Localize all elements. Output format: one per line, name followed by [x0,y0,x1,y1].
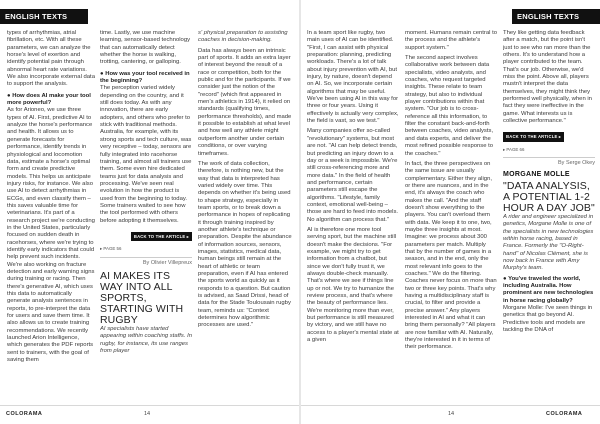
paragraph: The second aspect involves collaborative work between data specialists, video analysts, and coaches, who request targeted insights. These relate to team strategy, but also to individual player contributions within that system. "Our job is to cross-reference all this information, to filter the constant back-and-forth between coaches, video analysts, and data experts, and deliver the most refined possible response to the coaches." [405,55,494,157]
page-reference: ▸ PAGE 56 [100,246,122,252]
left-column-1 [7,30,95,405]
article-headline: "DATA ANALYSIS, A POTENTIAL 1-2 HOUR A DAY JOB" [503,179,595,214]
paragraph: In a team sport like rugby, two main uses of AI can be identified. "First, I can assist with physical preparation: planning, predicting workloads. There's a lot of talk about injury prevention with AI, but injury, by nature, doesn't depend on AI. So, we incorporate certain algorithms that may be useful. We've been using AI in this way for three or four years. Using it effectively is actually very complex, the field is vast, so we test." [307,30,399,125]
interview-question: ● How does AI make your tool more powerful? [7,92,91,107]
paragraph: Morgane Molle: I've seen things in genetics that go beyond AI. Predictive tools and models are tackling the DNA of [503,304,593,333]
left-column-3 [198,30,292,405]
interview-question: ● How was your tool received in the beginning? [100,70,190,85]
right-column-2 [405,30,497,405]
interviewee-name: MORGANE MOLLE [503,170,570,178]
right-column-3 [503,30,595,405]
byline: By Olivier Villepreux [142,259,192,266]
article-lede: AI specialists have started appearing within coaching staffs. In rugby, for instance, its use ranges from player [100,325,192,354]
paragraph: AI is therefore one more tool serving sport, but the machine still doesn't make the decisions. "For example, we might try to get information from a chatbot, but since we don't fully trust it, we always double-check manually. That's where we see if things line up or not. We try to humanize the review process, and that's where the beauty of performance lies. We're monitoring more than ever, but performance is still measured by victory, and we still have no access to a player's mental state at a given [307,226,399,344]
paragraph: The perception varied widely depending on the country, and it still does today. As with any innovation, there are early adopters, and others who prefer to stick with traditional methods. Australia, for example, with its strong sports and tech culture, was very receptive – today, sensors are fully integrated into racehorse training, and almost all trainers use them. Some even hire dedicated teams just for data analysis and processing. We've seen real evolution in how the product is used from the beginning to today. Some trainers waited to see how the tool performed with others before adopting it themselves. [100,85,192,224]
paragraph: Data has always been an intrinsic part of sports. It adds an extra layer of interest beyond the result of a race or competition, both for the public and for the participants. If we consider just the notion of the "record" (which first appeared in men's athletics in 1914), it relied on standards (qualifying times, performance thresholds), and made it possible to establish at what level and how well any athlete might outperform another under certain conditions, or over varying timeframes. [198,47,292,157]
back-to-article-button[interactable]: BACK TO THE ARTICLE ▸ [131,232,192,241]
left-column-2 [100,30,192,405]
paragraph: types of arrhythmias, atrial fibrillation, etc. With all these parameters, we can analyze the horse's level of exertion and identify potential pain through abnormal heart rate variations. We also incorporate external data to support the analysis. [7,30,95,88]
back-to-article-button[interactable]: BACK TO THE ARTICLE ▸ [503,132,564,141]
page-number-left: 14 [144,411,151,417]
footer-logo-right: COLORAMA [546,411,583,417]
paragraph: As for Arioneo, we use three types of AI. First, predictive AI to analyze the horse's performance and health. It allows us to generate forecasts for performance, identify trends in physiological and locomotion data, estimate a horse's optimal form and create predictive models. This helps us anticipate injury risks, for instance. We also use AI to detect arrhythmias in ECGs, and even classify them – this saves valuable time for veterinarians. It's part of a research project we're conducting in the United States, particularly focused on sudden death in racehorses, where we're trying to identify early indicators that could help prevent such incidents. We're also working on fracture detection and early warning signs during training or racing. Then there's generative AI, which uses this data to automatically generate analysis sentences in reports, to pre-interpret the data for users and save them time. It also allows us to create training recommendations. We recently launched Arion Intelligence, which generates the PDF reports sent to trainers, with the goal of saving them [7,107,95,364]
paragraph: moment. Humans remain central to the process and the athlete's support system." [405,30,497,51]
footer-rule-right [301,405,600,406]
article-lede: A rider and engineer specialized in genetics, Morgane Molle is one of the specialists in new technologies within horse racing, based in France. Formerly the "O-Right-hand" of Nicolas Clément, she is now back in France with Amy Murphy's team. [503,213,594,272]
section-label-right: ENGLISH TEXTS [512,9,600,24]
interview-question: ● You've traveled the world, including Australia. How prominent are new technologies in horse racing globally? [503,275,594,304]
article-lede-continued: s' physical preparation to assisting coaches in decision-making. [198,30,288,44]
page-reference: ▸ PAGE 66 [503,146,525,152]
divider [503,157,595,158]
page-gutter [299,0,301,424]
section-label-left: ENGLISH TEXTS [0,9,88,24]
paragraph: They like getting data feedback after a match, but the point isn't just to see who ran more than the others. It's to understand how a player contributed to the team. That's our job. Otherwise, we'd miss the point. Above all, players mustn't interpret the data themselves, they might think they performed well physically, when in fact they were ineffective in the game. What interests us is collective performance." [503,30,592,125]
paragraph: time. Lastly, we use machine learning, sensor-based technology that can automatically detect whether the horse is walking, trotting, cantering, or galloping. [100,30,191,66]
footer-logo-left: COLORAMA [6,411,43,417]
byline: By Serge Okey [558,160,595,167]
article-headline: AI MAKES ITS WAY INTO ALL SPORTS, STARTING WITH RUGBY [100,269,184,326]
footer-rule-left [0,405,299,406]
right-column-1 [307,30,399,405]
paragraph: In fact, the three perspectives on the same issue are usually complementary. Either they align, or there are nuances, and in the end, it's always the coach who makes the call. "And the staff doesn't show everything to the players. You can't overload them with data. We keep it to one, two, maybe three insights at most. Imagine: we process about 300 parameters per match. Multiply that by the number of games in a season, and in the end, only the most relevant info goes to the coaches." We do the filtering. Coaches never focus on more than two or three key points. That's why having a multidisciplinary staff is crucial, to filter and provide a precise answer." Any players interested in AI and what it can bring them personally? "All players are now familiar with AI. Naturally, they're interested in it in terms of their performance. [405,160,497,351]
paragraph: Many companies offer so-called "revolutionary" systems, but most are not. "AI can help detect trends, but predicting an injury down to a day or a week is impossible. We're still cross-referencing more and more data." In the field of health and performance, certain parameters still escape the algorithms. "Lifestyle, family context, emotional well-being – those are hard to feed into models. No algorithm can process that." [307,128,399,223]
paragraph: The work of data collection, therefore, is nothing new, but the way that data is interpreted has varied widely over time. This depends on whether it's being used to shape strategy, especially in team sports, or to break down a performance in hopes of replicating it through training inspired by another athlete's technique or preparation. Despite the abundance of information sources, sensors, images, statistics, medical data, human beings still remain at the heart of athletic or team preparation, even if AI has entered the sports world as quickly as it responds to a question. But caution is advised, as Saad Drissi, head of data for the Stade Toulousain rugby team, reminds us: "Context determines how algorithmic processes are used." [198,160,292,329]
divider [100,257,192,258]
page-number-right: 14 [448,411,455,417]
